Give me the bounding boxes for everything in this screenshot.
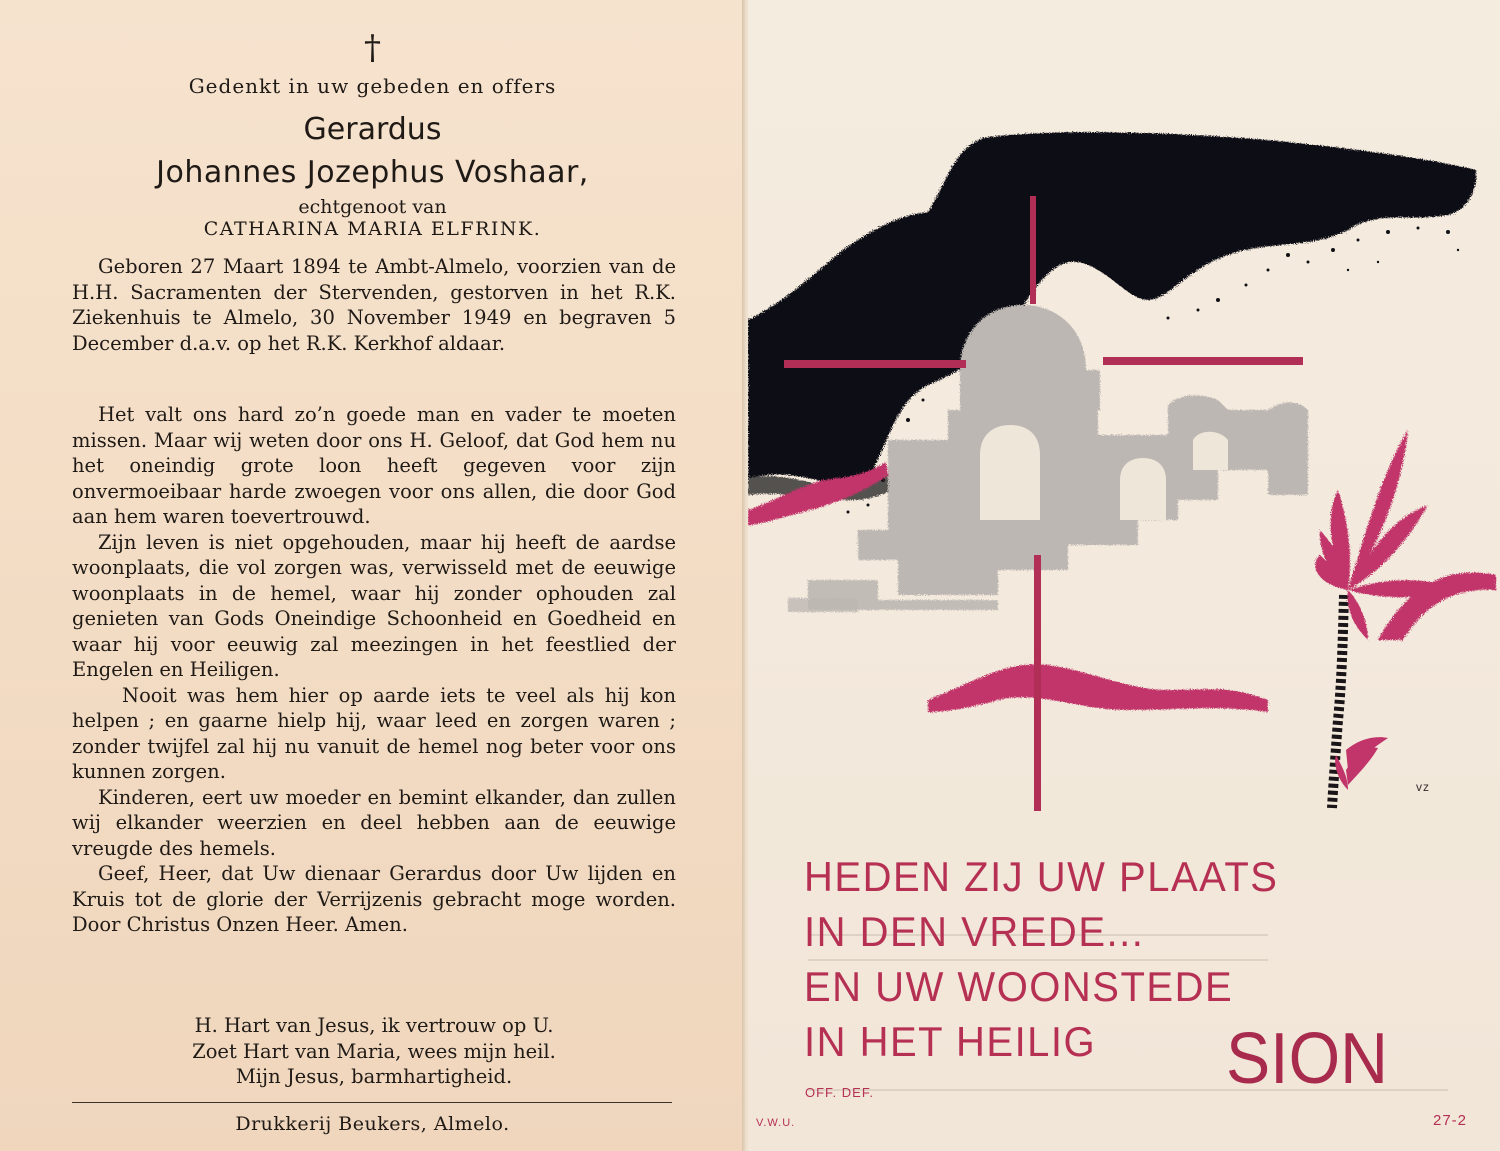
publisher-mark: V.W.U.	[756, 1117, 796, 1129]
spouse-name: CATHARINA MARIA ELFRINK.	[203, 218, 542, 240]
spouse-label: echtgenoot van	[298, 196, 447, 218]
cross-icon: †	[364, 28, 381, 68]
closing-invocations	[72, 1013, 676, 1090]
prayer-paragraph: Zijn leven is niet opgehouden, maar hij heeft de aardse woonplaats, die vol zorgen was, verwisseld met de eeuwige woonplaats in de hemel, waar hij zonder ophouden zal genieten van Gods Oneindige Schoonheid en Goedheid en waar hij voor eeuwig zal meezingen in het feestlied der Engelen en Heiligen.	[72, 530, 676, 681]
prayer-paragraph: Nooit was hem hier op aarde iets te veel als hij kon helpen ; en gaarne hielp hij, waar leed en zorgen waren ; zonder twijfel zal hij nu vanuit de hemel nog beter voor ons kunnen zorgen.	[72, 683, 676, 783]
deceased-first-name: Gerardus	[303, 112, 442, 147]
card-number: 27-2	[1433, 1112, 1468, 1129]
motto-line: EN UW WOONSTEDE	[804, 964, 1234, 1011]
artist-mark: vz	[1416, 780, 1430, 794]
biography-text: Geboren 27 Maart 1894 te Ambt-Almelo, voorzien van de H.H. Sacramenten der Stervenden, gestorven in het R.K. Ziekenhuis te Almelo, 30 November 1949 en begraven 5 December d.a.v. op het R.K. Kerkhof aldaar.	[72, 255, 676, 355]
source-note: OFF. DEF.	[805, 1085, 874, 1100]
biography	[72, 254, 676, 356]
deceased-full-name: Johannes Jozephus Voshaar,	[156, 155, 589, 190]
illustration-page	[748, 0, 1500, 1151]
invocation-line: Mijn Jesus, barmhartigheid.	[235, 1065, 513, 1088]
memorial-text-page	[0, 0, 745, 1151]
prayer-paragraph: Geef, Heer, dat Uw dienaar Gerardus door Uw lijden en Kruis tot de glorie der Verrijzenis gebracht moge worden. Door Christus Onzen Heer. Amen.	[72, 862, 676, 936]
invocation-line: Zoet Hart van Maria, wees mijn heil.	[192, 1039, 556, 1063]
invitation-line: Gedenkt in uw gebeden en offers	[188, 74, 557, 98]
motto-line: IN HET HEILIG	[804, 1019, 1097, 1066]
invocation-line: H. Hart van Jesus, ik vertrouw op U.	[194, 1014, 554, 1037]
palm-tree	[1315, 430, 1453, 808]
divider	[72, 1102, 672, 1103]
motto-sion: SION	[1226, 1019, 1388, 1099]
motto-line: HEDEN ZIJ UW PLAATS	[804, 854, 1279, 901]
motto-line: IN DEN VREDE...	[804, 909, 1145, 956]
printer-credit: Drukkerij Beukers, Almelo.	[235, 1113, 510, 1135]
prayer-paragraph: Het valt ons hard zo’n goede man en vader te moeten missen. Maar wij weten door ons H. Geloof, dat God hem nu het oneindig grote loon heeft gegeven voor zijn onvermoeibaar harde zwoegen voor ons allen, die door God aan hem waren toevertrouwd.	[72, 403, 676, 528]
prayer-text	[72, 402, 676, 938]
prayer-paragraph: Kinderen, eert uw moeder en bemint elkander, dan zullen wij elkander weerzien en deel hebben aan de eeuwige vreugde des hemels.	[72, 785, 676, 860]
